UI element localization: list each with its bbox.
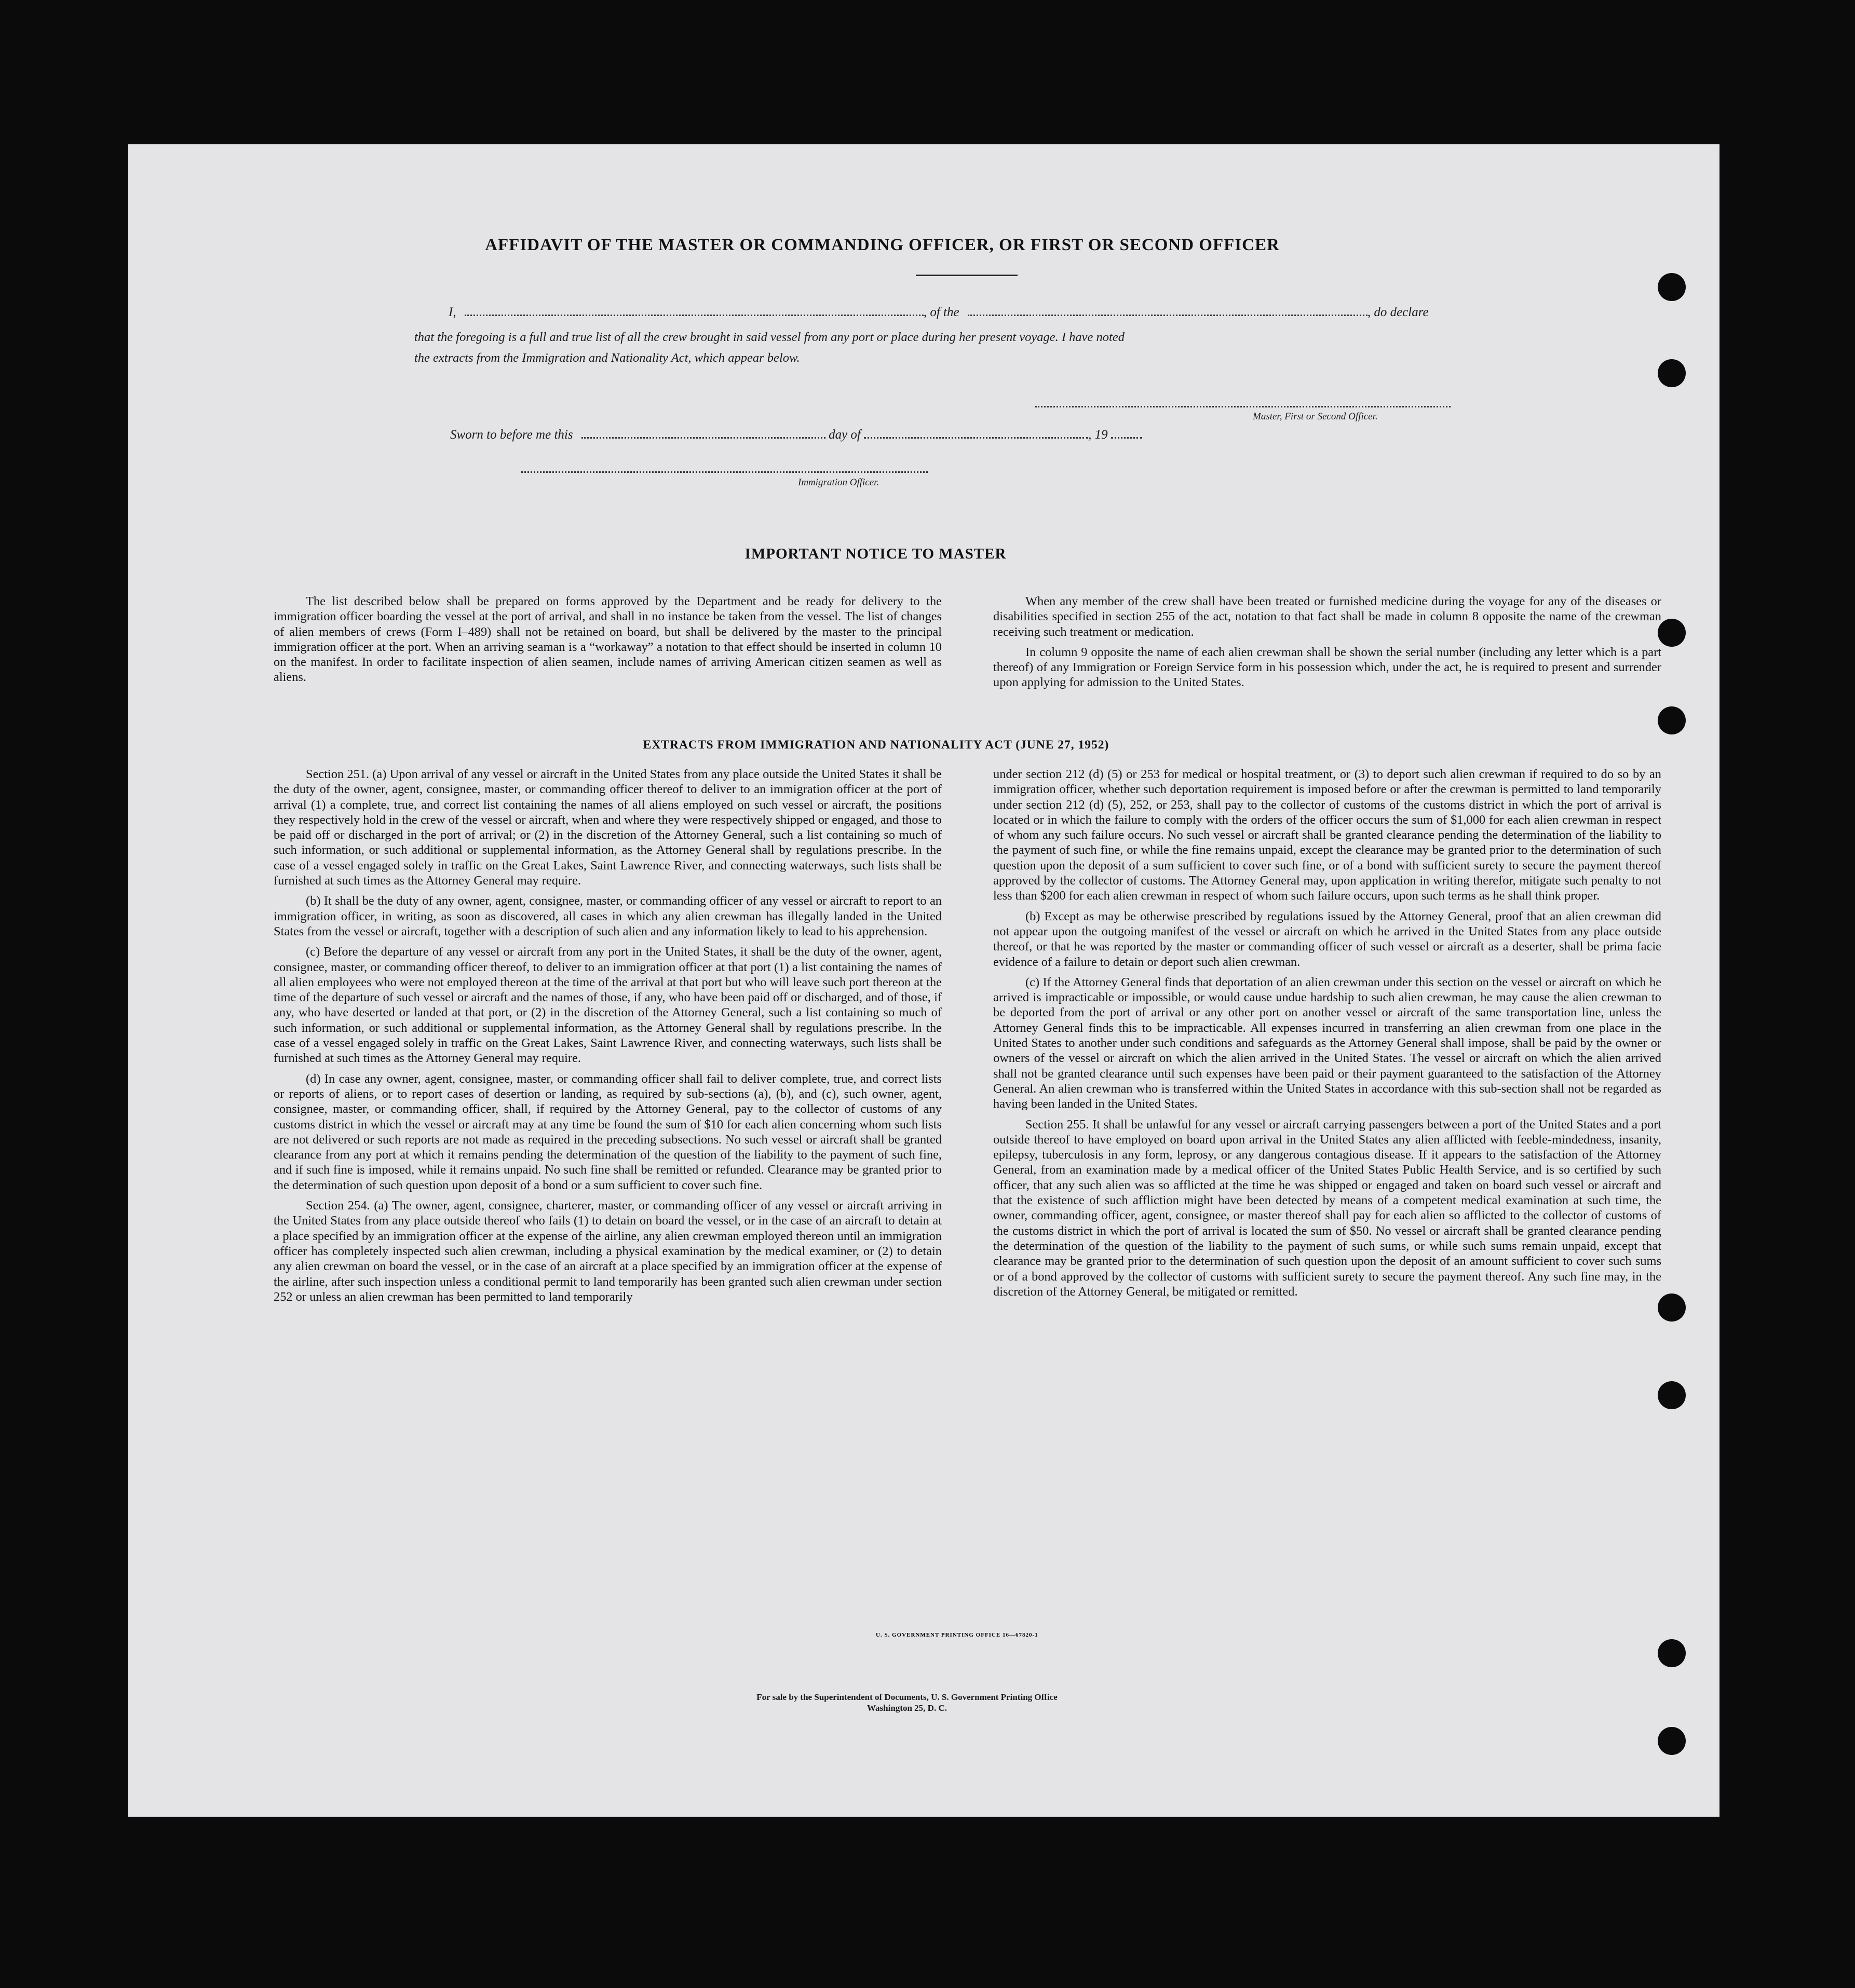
document-sheet — [128, 144, 1719, 1817]
title-rule — [916, 275, 1018, 276]
master-signature-line — [1035, 406, 1451, 407]
section-254-a-continued: under section 212 (d) (5) or 253 for medical or hospital treatment, or (3) to deport such alien crewman if required to do so by an immigration officer, whether such deportation requirement is imposed before or after the crewman is permitted to land temporarily under section 212 (d) (5), 252, or 253, shall pay to the collector of customs of the customs district in which the port of arrival is located or in which the failure to comply with the orders of the officer occurs the sum of $1,000 for each alien crewman in respect of whom any such failure occurs. No such vessel or aircraft shall be granted clearance pending the determination of the liability to the payment of such fine, or while the fine remains unpaid, except the clearance may be granted prior to the determination of such question upon the deposit of a sum sufficient to cover such fine, or of a bond with sufficient surety to secure the payment thereof approved by the collector of customs. The Attorney General may, upon application in writing therefor, mitigate such penalty to not less than $200 for each alien crewman in respect of whom such failure occurs, upon such terms as he shall think proper. — [993, 767, 1661, 903]
notice-right-text-1: When any member of the crew shall have been treated or furnished medicine during the voyage for any of the diseases or disabilities specified in section 255 of the act, notation to that fact shall be made in column 8 opposite the name of the crewman receiving such treatment or medication. — [993, 594, 1661, 639]
notice-left-column — [274, 594, 942, 690]
sale-line-2: Washington 25, D. C. — [867, 1703, 947, 1713]
i-label: I, — [449, 305, 456, 319]
sale-line-1: For sale by the Superintendent of Documents, U. S. Government Printing Office — [756, 1692, 1058, 1702]
punch-hole — [1658, 619, 1686, 647]
punch-hole — [1658, 1639, 1686, 1667]
punch-hole — [1658, 706, 1686, 734]
section-255: Section 255. It shall be unlawful for any vessel or aircraft carrying passengers between a port of the United States and a port outside thereof to have employed on board upon arrival in the United States any alien afflicted with feeble-mindedness, insanity, epilepsy, tuberculosis in any form, leprosy, or any dangerous contagious disease. If it appears to the satisfaction of the Attorney General, from an examination made by a medical officer of the United States Public Health Service, and is so certified by such officer, that any such alien was so afflicted at the time he was shipped or engaged and taken on board such vessel or aircraft and that the existence of such affliction might have been detected by means of a competent medical examination at such time, the owner, commanding officer, agent, consignee, or master thereof shall pay for each alien so afflicted to the collector of customs of the customs district in which the port of arrival is located the sum of $50. No vessel or aircraft shall be granted clearance pending the determination of the question of the liability to the payment of such sums, or while such sums remain unpaid, except that clearance may be granted prior to the determination of such question upon the deposit of an amount sufficient to cover such sums or of a bond approved by the collector of customs with sufficient surety to secure the payment thereof. Any such fine may, in the discretion of the Attorney General, be mitigated or remitted. — [993, 1117, 1661, 1299]
section-251-b: (b) It shall be the duty of any owner, agent, consignee, master, or commanding officer of any vessel or aircraft to report to an immigration officer, in writing, as soon as discovered, all cases in which any alien crewman has illegally landed in the United States from the vessel or aircraft, together with a description of such alien and any information likely to lead to his apprehension. — [274, 894, 942, 938]
notice-right-column — [993, 594, 1661, 696]
declarant-name-blank — [465, 314, 924, 316]
punch-hole — [1658, 1727, 1686, 1755]
vessel-name-blank — [968, 314, 1367, 316]
master-signature-label: Master, First or Second Officer. — [1253, 411, 1378, 422]
do-declare-label: , do declare — [1367, 305, 1429, 319]
section-254-c: (c) If the Attorney General finds that deportation of an alien crewman under this section on the vessel or aircraft on which he arrived is impracticable or impossible, or would cause undue hardship to such alien crewman, he may cause the alien crewman to be deported from the port of arrival or any other port on another vessel or aircraft of the same transportation line, unless the Attorney General finds this to be impracticable. All expenses incurred in transferring an alien crewman from one place in the United States to another under such conditions and safeguards as the Attorney General shall impose, shall be paid by the owner or owners of the vessel or aircraft on which the alien arrived in the United States. The vessel or aircraft on which the alien arrived shall not be granted clearance until such expenses have been paid or their payment guaranteed to the satisfaction of the Attorney General. An alien crewman who is transferred within the United States in accordance with this sub-section shall not be regarded as having been landed in the United States. — [993, 975, 1661, 1111]
declaration-line-2: the extracts from the Immigration and Nationality Act, which appear below. — [414, 351, 800, 365]
section-254-a: Section 254. (a) The owner, agent, consignee, charterer, master, or commanding officer of any vessel or aircraft arriving in the United States from any place outside thereof who fails (1) to detain on board the vessel, or in the case of an aircraft to detain at a place specified by an immigration officer at the expense of the airline, any alien crewman employed thereon until an immigration officer has completely inspected such alien crewman, including a physical examination by the medical examiner, or (2) to detain any alien crewman on board the vessel, or in the case of an aircraft at a place specified by an immigration officer at the expense of the airline, after such inspection unless a conditional permit to land temporarily has been granted such alien crewman under section 252 or unless an alien crewman has been permitted to land temporarily — [274, 1199, 942, 1304]
gpo-imprint: U. S. GOVERNMENT PRINTING OFFICE 16—67820-1 — [876, 1632, 1038, 1638]
section-254-b: (b) Except as may be otherwise prescribed by regulations issued by the Attorney General, proof that an alien crewman did not appear upon the outgoing manifest of the vessel or aircraft on which he arrived in the United States from any place outside thereof, or that he was reported by the master or commanding officer of such vessel or aircraft as a deserter, shall be prima facie evidence of a failure to detain or deport such alien crewman. — [993, 909, 1661, 969]
sworn-label: Sworn to before me this — [450, 428, 573, 442]
extracts-right-column — [993, 767, 1661, 1304]
month-blank — [864, 437, 1088, 439]
of-the-label: , of the — [923, 305, 959, 319]
affidavit-title: AFFIDAVIT OF THE MASTER OR COMMANDING OFFICER, OR FIRST OR SECOND OFFICER — [485, 236, 1280, 254]
notice-right-text-2: In column 9 opposite the name of each alien crewman shall be shown the serial number (including any letter which is a part thereof) of any Immigration or Foreign Service form in his possession which, under the act, he is required to present and surrender upon applying for admission to the United States. — [993, 645, 1661, 690]
officer-signature-label: Immigration Officer. — [798, 477, 879, 488]
declarant-line — [449, 305, 1429, 320]
year-blank — [1111, 437, 1142, 439]
section-251-c: (c) Before the departure of any vessel or aircraft from any port in the United States, it shall be the duty of the owner, agent, consignee, master, or commanding officer thereof, to deliver to an immigration officer at that port (1) a list containing the names of all alien employees who were not employed thereon at the time of the arrival at that port but who will leave such port thereon at the time of the departure of such vessel or aircraft and the names of those, if any, who have been paid off or discharged, and of those, if any, who have deserted or landed at that port, or (2) in the discretion of the Attorney General, such a list containing so much of such information, or such additional or supplemental information, as the Attorney General shall by regulations prescribe. In the case of a vessel engaged solely in traffic on the Great Lakes, Saint Lawrence River, and connecting waterways, such lists shall be furnished at such times as the Attorney General may require. — [274, 945, 942, 1066]
punch-hole — [1658, 1293, 1686, 1322]
sworn-line — [450, 428, 1142, 442]
section-251-a: Section 251. (a) Upon arrival of any vessel or aircraft in the United States from any place outside the United States it shall be the duty of the owner, agent, consignee, master, or commanding officer thereof to deliver to an immigration officer at the port of arrival (1) a complete, true, and correct list containing the names of all aliens employed on such vessel or aircraft, the positions they respectively hold in the crew of the vessel or aircraft, when and where they were respectively shipped or engaged, and those to be paid off or discharged in the port of arrival; or (2) in the discretion of the Attorney General, such a list containing so much of such information, or such additional or supplemental information, as the Attorney General shall by regulations prescribe. In the case of a vessel engaged solely in traffic on the Great Lakes, Saint Lawrence River, and connecting waterways, such lists shall be furnished at such times as the Attorney General may require. — [274, 767, 942, 888]
extracts-title: EXTRACTS FROM IMMIGRATION AND NATIONALITY ACT (JUNE 27, 1952) — [643, 738, 1109, 752]
notice-left-text: The list described below shall be prepared on forms approved by the Department and be ready for delivery to the immigration officer boarding the vessel at the port of arrival, and shall in no instance be taken from the vessel. The list of changes of alien members of crews (Form I–489) shall not be retained on board, but shall be delivered by the master to the principal immigration officer at the port. When an arriving seaman is a “workaway” a notation to that effect should be inserted in column 10 on the manifest. In order to facilitate inspection of alien seamen, include names of arriving American citizen seamen as well as aliens. — [274, 594, 942, 685]
day-of-label: day of — [829, 428, 861, 442]
officer-signature-line — [521, 471, 928, 473]
notice-title: IMPORTANT NOTICE TO MASTER — [744, 546, 1007, 562]
section-251-d: (d) In case any owner, agent, consignee, master, or commanding officer shall fail to deliver complete, true, and correct lists or reports of aliens, or to report cases of desertion or landing, as required by sub-sections (a), (b), and (c), such owner, agent, consignee, master, or commanding officer, shall, if required by the Attorney General, pay to the collector of customs of any customs district in which the vessel or aircraft may at any time be found the sum of $10 for each alien concerning whom such lists are not delivered or such reports are not made as required in the preceding subsections. No such vessel or aircraft shall be granted clearance from any port at which it remains pending the determination of the question of the liability to the payment of such fine, and if such fine is imposed, while it remains unpaid. No such fine shall be remitted or refunded. Clearance may be granted prior to the determination of such question upon deposit of a bond or a sum sufficient to cover such fine. — [274, 1071, 942, 1192]
sale-notice — [647, 1692, 1167, 1713]
day-blank — [581, 437, 825, 439]
declaration-line-1: that the foregoing is a full and true list of all the crew brought in said vessel from any port or place during her present voyage. I have noted — [414, 330, 1125, 344]
punch-hole — [1658, 359, 1686, 387]
extracts-left-column — [274, 767, 942, 1310]
punch-hole — [1658, 1381, 1686, 1409]
year-prefix: , 19 — [1088, 428, 1108, 442]
punch-hole — [1658, 273, 1686, 301]
